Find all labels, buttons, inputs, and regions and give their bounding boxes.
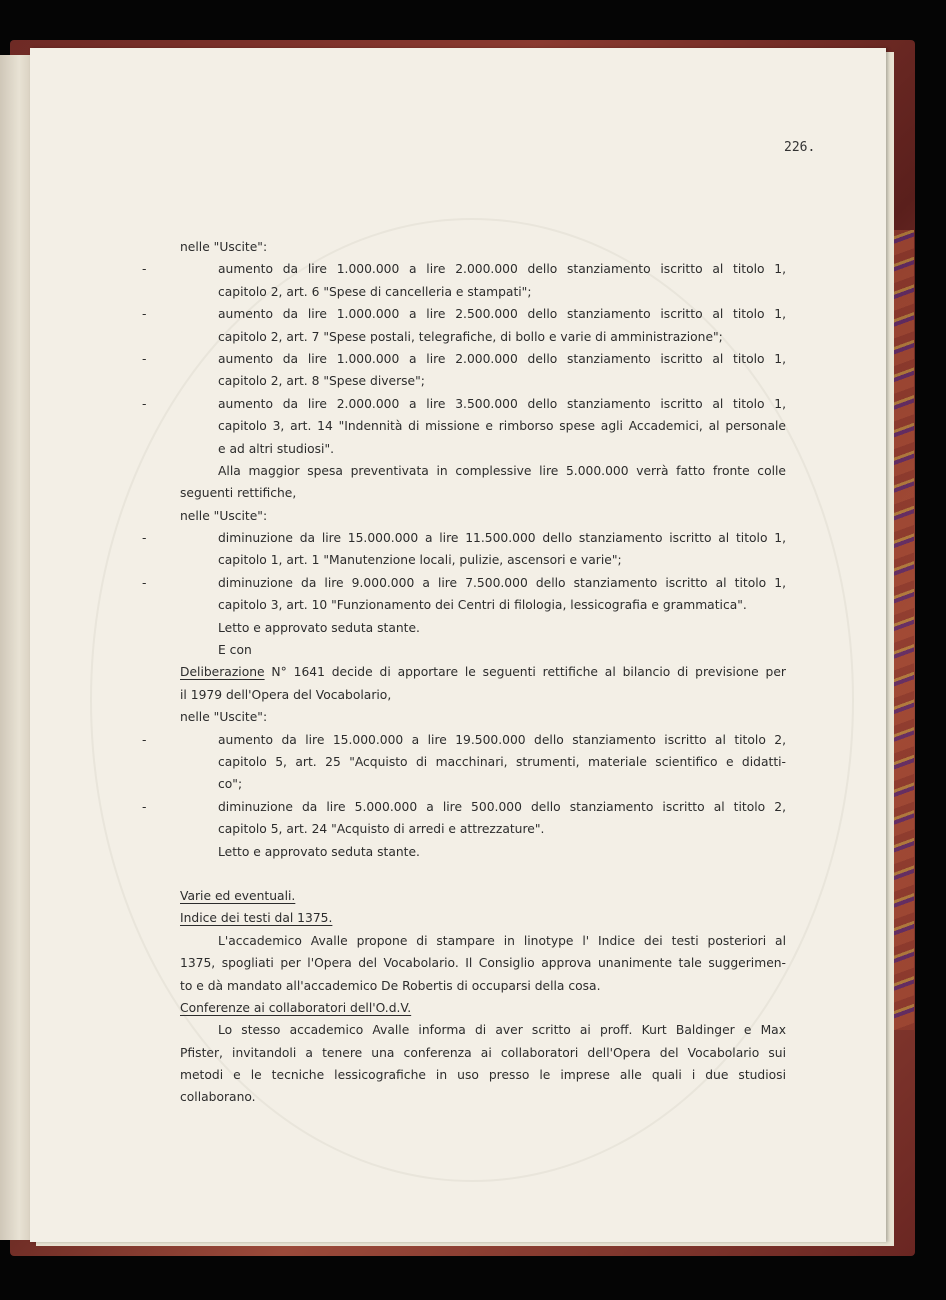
bullet-dash: - <box>142 307 147 322</box>
text-line: capitolo 5, art. 25 "Acquisto di macchinari, strumenti, materiale scientifico e didatti- <box>218 754 786 769</box>
text-line <box>180 661 786 683</box>
text-line: nelle "Uscite": <box>180 710 268 725</box>
text-line: e ad altri studiosi". <box>218 441 335 456</box>
list-item: diminuzione da lire 15.000.000 a lire 11.500.000 dello stanziamento iscritto al titolo 1, - <box>180 527 786 549</box>
text-line: capitolo 3, art. 10 "Funzionamento dei Centri di filologia, lessicografia e grammatica". <box>218 598 747 613</box>
text-line: il 1979 dell'Opera del Vocabolario, <box>180 687 392 702</box>
bullet-dash: - <box>142 262 147 277</box>
text-line: Alla maggior spesa preventivata in complessive lire 5.000.000 verrà fatto fronte colle <box>218 463 786 478</box>
list-item: diminuzione da lire 9.000.000 a lire 7.500.000 dello stanziamento iscritto al titolo 1, - <box>180 572 786 594</box>
text-line: capitolo 5, art. 24 "Acquisto di arredi e attrezzature". <box>218 822 545 837</box>
list-item: diminuzione da lire 5.000.000 a lire 500.000 dello stanziamento iscritto al titolo 2, - <box>180 796 786 818</box>
document-body <box>142 236 786 1109</box>
text-line: Letto e approvato seduta stante. <box>218 620 420 635</box>
underlined-term: Deliberazione <box>180 665 265 680</box>
text-line: Pfister, invitandoli a tenere una conferenza ai collaboratori dell'Opera del Vocabolario sui <box>180 1045 786 1060</box>
text-line: capitolo 1, art. 1 "Manutenzione locali, pulizie, ascensori e varie"; <box>218 553 622 568</box>
text-line: capitolo 2, art. 7 "Spese postali, telegrafiche, di bollo e varie di amministrazione"; <box>218 329 723 344</box>
text-line: Letto e approvato seduta stante. <box>218 844 420 859</box>
page-number: 226. <box>784 140 816 155</box>
bullet-dash: - <box>142 799 147 814</box>
text-line: E con <box>218 643 252 658</box>
text-line: Lo stesso accademico Avalle informa di aver scritto ai proff. Kurt Baldinger e Max <box>218 1023 786 1038</box>
text-line: capitolo 2, art. 6 "Spese di cancelleria e stampati"; <box>218 284 532 299</box>
section-heading: Varie ed eventuali. <box>180 888 296 903</box>
bullet-dash: - <box>142 396 147 411</box>
left-page-edge <box>0 55 32 1240</box>
text-line: to e dà mandato all'accademico De Robertis di occuparsi della cosa. <box>180 978 601 993</box>
text-line: nelle "Uscite": <box>180 508 268 523</box>
bullet-dash: - <box>142 531 147 546</box>
text-line: collaborano. <box>180 1090 256 1105</box>
text-line: metodi e le tecniche lessicografiche in uso presso le imprese alle quali i due studiosi <box>180 1068 786 1083</box>
list-item: aumento da lire 1.000.000 a lire 2.000.000 dello stanziamento iscritto al titolo 1, - <box>180 258 786 280</box>
list-item: aumento da lire 15.000.000 a lire 19.500.000 dello stanziamento iscritto al titolo 2, - <box>180 729 786 751</box>
list-item: aumento da lire 2.000.000 a lire 3.500.000 dello stanziamento iscritto al titolo 1, - <box>180 393 786 415</box>
text-line: L'accademico Avalle propone di stampare in linotype l' Indice dei testi posteriori al <box>218 933 786 948</box>
text-line: nelle "Uscite": <box>180 240 268 254</box>
bullet-dash: - <box>142 732 147 747</box>
list-item: aumento da lire 1.000.000 a lire 2.000.000 dello stanziamento iscritto al titolo 1, - <box>180 348 786 370</box>
bullet-dash: - <box>142 575 147 590</box>
spacer <box>180 863 786 885</box>
text-line: co"; <box>218 777 243 792</box>
bullet-dash: - <box>142 351 147 366</box>
text-line: capitolo 3, art. 14 "Indennità di missione e rimborso spese agli Accademici, al personale <box>218 419 786 434</box>
text-line: capitolo 2, art. 8 "Spese diverse"; <box>218 374 425 389</box>
text-line: seguenti rettifiche, <box>180 486 297 501</box>
text-line: 1375, spogliati per l'Opera del Vocabolario. Il Consiglio approva unanimente tale suggerimen- <box>180 956 786 971</box>
text-span: N° 1641 decide di apportare le seguenti rettifiche al bilancio di previsione per <box>264 665 786 680</box>
section-heading: Conferenze ai collaboratori dell'O.d.V. <box>180 1000 412 1015</box>
section-heading: Indice dei testi dal 1375. <box>180 911 333 926</box>
list-item: aumento da lire 1.000.000 a lire 2.500.000 dello stanziamento iscritto al titolo 1, - <box>180 303 786 325</box>
